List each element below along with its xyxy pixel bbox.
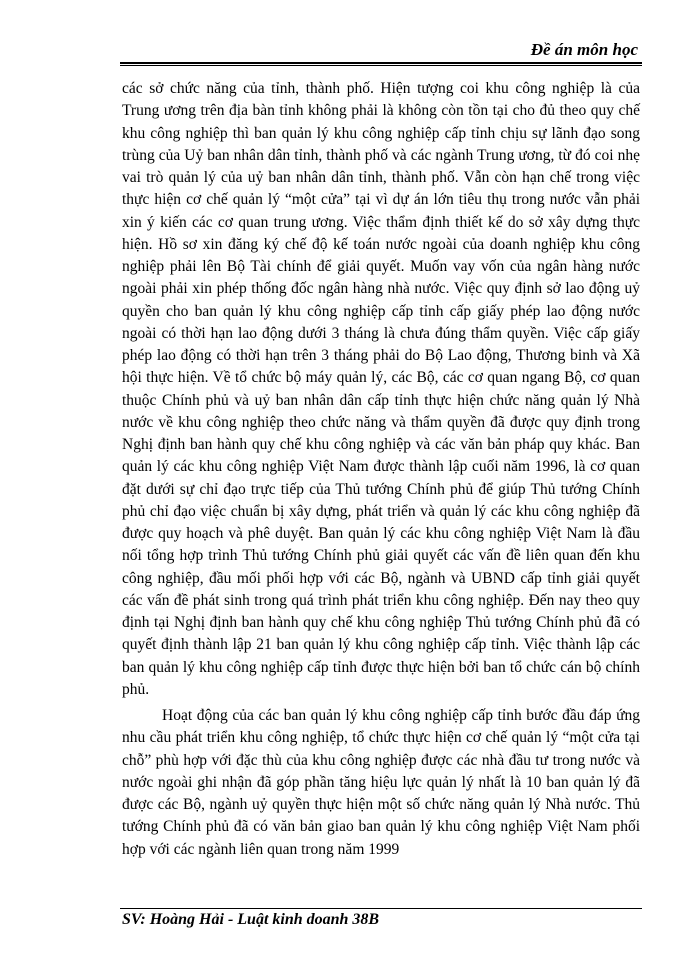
header-rule [120, 62, 642, 66]
body-paragraph: các sở chức năng của tỉnh, thành phố. Hiện tượng coi khu công nghiệp là của Trung ương trên địa bàn tỉnh không phải là không còn tồn tại cho đủ theo quy chế khu công nghiệp thì ban quản lý khu công nghiệp cấp tỉnh chịu sự lãnh đạo song trùng của Uỷ ban nhân dân tỉnh, thành phố và các ngành Trung ương, từ đó coi nhẹ vai trò quản lý của uỷ ban nhân dân tỉnh, thành phố. Vẫn còn hạn chế trong việc thực hiện cơ chế quản lý “một cửa” tại vì dự án lớn tiêu thụ trong nước vẫn phải xin ý kiến các cơ quan trung ương. Việc thẩm định thiết kế do sở xây dựng thực hiện. Hồ sơ xin đăng ký chế độ kế toán nước ngoài của doanh nghiệp khu công nghiệp phải lên Bộ Tài chính để giải quyết. Muốn vay vốn của ngân hàng nước ngoài phải xin phép thống đốc ngân hàng nhà nước. Việc quy định sở lao động uỷ quyền cho ban quản lý khu công nghiệp cấp tỉnh cấp giấy phép lao động nước ngoài có thời hạn lao động dưới 3 tháng là chưa đúng thẩm quyền. Việc cấp giấy phép lao động có thời hạn trên 3 tháng phải do Bộ Lao động, Thương binh và Xã hội thực hiện. Về tổ chức bộ máy quản lý, các Bộ, các cơ quan ngang Bộ, cơ quan thuộc Chính phủ và uỷ ban nhân dân cấp tỉnh thực hiện chức năng quản lý Nhà nước về khu công nghiệp theo chức năng và thẩm quyền đã được quy định trong Nghị định ban hành quy chế khu công nghiệp và các văn bản pháp quy khác. Ban quản lý các khu công nghiệp Việt Nam được thành lập cuối năm 1996, là cơ quan đặt dưới sự chỉ đạo trực tiếp của Thủ tướng Chính phủ để giúp Thủ tướng Chính phủ chỉ đạo việc chuẩn bị xây dựng, phát triển và quản lý các khu công nghiệp đã được quy hoạch và phê duyệt. Ban quản lý các khu công nghiệp Việt Nam là đầu nối tổng hợp trình Thủ tướng Chính phủ giải quyết các vấn đề liên quan đến khu công nghiệp, đầu mối phối hợp với các Bộ, ngành và UBND cấp tỉnh giải quyết các vấn đề phát sinh trong quá trình phát triển khu công nghiệp. Đến nay theo quy định tại Nghị định ban hành quy chế khu công nghiệp Thủ tướng Chính phủ đã có quyết định thành lập 21 ban quản lý khu công nghiệp cấp tỉnh. Việc thành lập các ban quản lý khu công nghiệp cấp tỉnh được thực hiện bởi ban tổ chức cán bộ chính phủ. [122, 80, 640, 698]
footer-rule [120, 908, 642, 909]
body-paragraph: Hoạt động của các ban quản lý khu công nghiệp cấp tỉnh bước đầu đáp ứng nhu cầu phát triển khu công nghiệp, tổ chức thực hiện cơ chế quản lý “một cửa tại chỗ” phù hợp với đặc thù của khu công nghiệp được các nhà đầu tư trong nước và nước ngoài ghi nhận đã góp phần tăng hiệu lực quản lý nhất là 10 ban quản lý đã được các Bộ, ngành uỷ quyền thực hiện một số chức năng quản lý Nhà nước. Thủ tướng Chính phủ đã có văn bản giao ban quản lý khu công nghiệp Việt Nam phối hợp với các ngành liên quan trong năm 1999 [122, 707, 640, 858]
document-body [122, 78, 640, 861]
page-footer-text: SV: Hoàng Hải - Luật kinh doanh 38B [122, 911, 380, 928]
page-header-title: Đề án môn học [530, 40, 638, 59]
